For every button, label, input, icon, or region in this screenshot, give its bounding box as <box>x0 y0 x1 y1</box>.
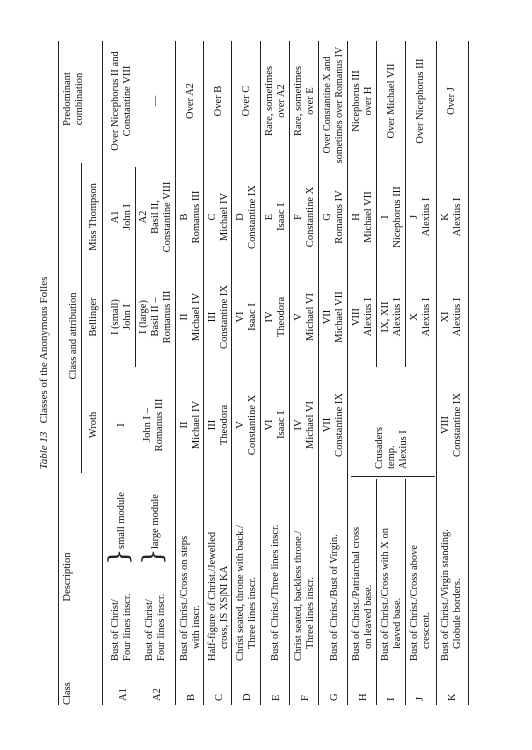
wroth-cell: IV <box>293 419 304 431</box>
wroth-cell: VII <box>322 417 333 433</box>
header-predominant: Predominant <box>62 72 73 126</box>
rule-top <box>58 41 59 705</box>
wroth-cell: V <box>235 421 246 429</box>
combination-cell: Over C <box>241 85 252 117</box>
description-line: Half-figure of Christ./Jewelled <box>207 531 218 661</box>
rotated-table-page <box>38 41 494 705</box>
description-line: Bust of Christ/ <box>110 599 121 661</box>
crusaders-label: temp. <box>386 445 397 469</box>
rule <box>289 41 290 705</box>
combination-cell: Rare, sometimes <box>264 66 275 136</box>
thompson-cell: Basil II, <box>150 200 161 234</box>
thompson-cell: Constantine X <box>305 186 316 248</box>
wroth-cell: Constantine IX <box>452 393 463 457</box>
thompson-cell: Romanus III <box>191 190 202 244</box>
bellinger-cell: IV <box>264 311 275 323</box>
bellinger-cell: XI <box>440 311 451 323</box>
description-line: Bust of Christ./Cross with X on <box>380 527 391 661</box>
thompson-cell: B <box>179 213 190 221</box>
class-cell: E <box>271 694 282 701</box>
description-line: Bust of Christ./Cross on steps <box>179 535 190 661</box>
brace-icon: } <box>138 548 168 565</box>
combination-cell: Over B <box>213 85 224 117</box>
thompson-cell: J <box>409 214 420 220</box>
bellinger-cell: VI <box>235 311 246 323</box>
description-line: crescent. <box>421 611 432 649</box>
description-line: Three lines inscr. <box>305 576 316 649</box>
bellinger-cell: I (small) <box>110 299 121 335</box>
group-bracket <box>351 476 435 477</box>
description-line: Four lines inscr. <box>156 593 167 661</box>
description-line: with inscr. <box>191 605 202 649</box>
combination-cell: Over Nicephorus III <box>415 58 426 144</box>
thompson-cell: D <box>235 213 246 221</box>
wroth-cell: John I – <box>142 408 153 442</box>
table-number: Table 13 <box>38 431 50 470</box>
rule <box>405 41 406 367</box>
rule <box>405 479 406 705</box>
combination-cell: Nicephorus III <box>351 70 362 132</box>
bellinger-cell: V <box>293 313 304 321</box>
thompson-cell: H <box>351 213 362 221</box>
thompson-cell: A1 <box>110 210 121 224</box>
wroth-cell: Theodora <box>219 404 230 446</box>
thompson-cell: C <box>207 213 218 221</box>
rule <box>376 479 377 705</box>
header-combination: combination <box>74 72 85 126</box>
description-line: Bust of Christ./Bust of Virgin. <box>329 534 340 661</box>
description-line: cross, IS XS|NI KA <box>219 565 230 649</box>
thompson-cell: Nicephorus III <box>392 186 403 248</box>
class-cell: H <box>358 693 369 701</box>
description-line: Bust of Christ./Three lines inscr. <box>270 524 281 661</box>
thompson-cell: John I <box>122 204 133 230</box>
thompson-cell: A2 <box>138 210 149 224</box>
combination-cell: sometimes over Romanus IV <box>334 46 345 164</box>
description-line: Bust of Christ./Cross above <box>409 544 420 661</box>
thompson-cell: Constantine VIII <box>162 181 173 253</box>
rule <box>347 41 348 705</box>
bellinger-cell: Alexius I <box>363 297 374 337</box>
bellinger-cell: X <box>409 313 420 321</box>
description-line: Bust of Christ./Patriarchal cross <box>351 526 362 661</box>
combination-cell: Constantine VIII <box>122 65 133 137</box>
bellinger-cell: Alexius I <box>452 297 463 337</box>
description-line: on leaved base. <box>363 584 374 649</box>
thompson-cell: Alexius I <box>421 197 432 237</box>
wroth-cell: III <box>207 419 218 431</box>
thompson-cell: Isaac I <box>276 203 287 231</box>
combination-cell: Over Constantine X and <box>322 56 333 154</box>
wroth-cell: Michael VI <box>305 401 316 449</box>
bellinger-cell: III <box>207 311 218 323</box>
class-cell: B <box>186 693 197 701</box>
thompson-cell: Michael IV <box>219 192 230 242</box>
bellinger-cell: Theodora <box>276 296 287 338</box>
bellinger-cell: John I <box>122 304 133 330</box>
class-cell: K <box>447 693 458 701</box>
brace-icon: } <box>104 548 134 565</box>
bellinger-cell: Alexius I <box>392 297 403 337</box>
combination-cell: Over Michael VII <box>386 63 397 139</box>
class-cell: J <box>415 696 426 701</box>
header-class-attribution: Class and attribution <box>68 292 79 380</box>
description-line: Three lines inscr. <box>247 576 258 649</box>
combination-cell: Over Nicephorus II and <box>110 51 121 151</box>
thompson-cell: K <box>440 213 451 221</box>
combination-cell: — <box>150 95 161 107</box>
rule-header <box>102 41 103 705</box>
wroth-cell: II <box>179 421 190 429</box>
bellinger-cell: Michael VI <box>305 293 316 341</box>
wroth-cell: VI <box>264 419 275 431</box>
description-line: Globule borders. <box>452 578 463 649</box>
wroth-cell: I <box>116 423 127 427</box>
thompson-cell: Romanus IV <box>334 190 345 244</box>
thompson-cell: E <box>264 213 275 221</box>
rule-bottom <box>468 41 469 705</box>
bellinger-cell: Michael IV <box>191 292 202 342</box>
description-line: Christ seated, throne with back./ <box>235 525 246 661</box>
bellinger-cell: IX, XII <box>380 301 391 333</box>
wroth-cell: Constantine IX <box>334 393 345 457</box>
bellinger-cell: I (large) <box>138 300 149 334</box>
table-caption <box>38 41 52 705</box>
thompson-cell: I <box>380 215 391 219</box>
combination-cell: Over J <box>446 87 457 115</box>
header-thompson: Miss Thompson <box>88 183 99 251</box>
bellinger-cell: VII <box>322 309 333 325</box>
class-cell: A2 <box>152 688 163 701</box>
rule-attribution <box>81 163 82 473</box>
header-description: Description <box>62 552 73 602</box>
class-cell: C <box>214 693 225 701</box>
bellinger-cell: II <box>179 313 190 321</box>
rule <box>260 41 261 705</box>
class-cell: A1 <box>118 688 129 701</box>
bellinger-cell: VIII <box>351 307 362 327</box>
header-wroth: Wroth <box>88 411 99 439</box>
wroth-cell: Michael IV <box>191 400 202 450</box>
rule <box>318 41 319 705</box>
description-line: Christ seated, backless throne./ <box>293 530 304 661</box>
class-cell: F <box>300 695 311 701</box>
combination-cell: Over A2 <box>185 83 196 119</box>
rule <box>436 41 437 705</box>
bellinger-cell: Romanus III <box>162 290 173 344</box>
bellinger-cell: Alexius I <box>421 297 432 337</box>
description-side: small module <box>116 492 127 549</box>
crusaders-label: Crusaders <box>374 427 385 469</box>
thompson-cell: Constantine IX <box>247 185 258 249</box>
crusaders-label: Alexius I <box>398 430 409 469</box>
rule <box>231 41 232 705</box>
table-title: Classes of the Anonymous Folles <box>38 276 50 424</box>
combination-cell: over A2 <box>276 84 287 118</box>
description-line: Bust of Christ/ <box>144 599 155 661</box>
rule <box>376 41 377 367</box>
description-line: Four lines inscr. <box>122 593 133 661</box>
bellinger-cell: Constantine IX <box>219 285 230 349</box>
class-cell: D <box>242 693 253 701</box>
wroth-cell: Constantine X <box>247 394 258 456</box>
thompson-cell: G <box>322 213 333 221</box>
wroth-cell: Romanus III <box>154 398 165 452</box>
combination-cell: over H <box>363 86 374 116</box>
thompson-cell: Alexius I <box>452 197 463 237</box>
bellinger-cell: Michael VII <box>334 291 345 343</box>
description-line: leaved base. <box>392 597 403 649</box>
combination-cell: Rare, sometimes <box>293 66 304 136</box>
wroth-cell: Isaac I <box>276 411 287 439</box>
description-line: Bust of Christ./Virgin standing. <box>440 529 451 661</box>
description-side: large module <box>150 494 161 549</box>
rule <box>135 167 136 367</box>
bellinger-cell: Isaac I <box>247 303 258 331</box>
class-cell: I <box>386 697 397 701</box>
combination-cell: over E <box>305 87 316 115</box>
rule <box>203 41 204 705</box>
wroth-cell: VIII <box>440 415 451 435</box>
header-bellinger: Bellinger <box>88 297 99 337</box>
class-cell: G <box>329 693 340 701</box>
bellinger-cell: Basil II – <box>150 297 161 337</box>
thompson-cell: F <box>293 214 304 220</box>
header-class: Class <box>62 682 73 705</box>
thompson-cell: Michael VII <box>363 191 374 243</box>
rule <box>175 41 176 705</box>
